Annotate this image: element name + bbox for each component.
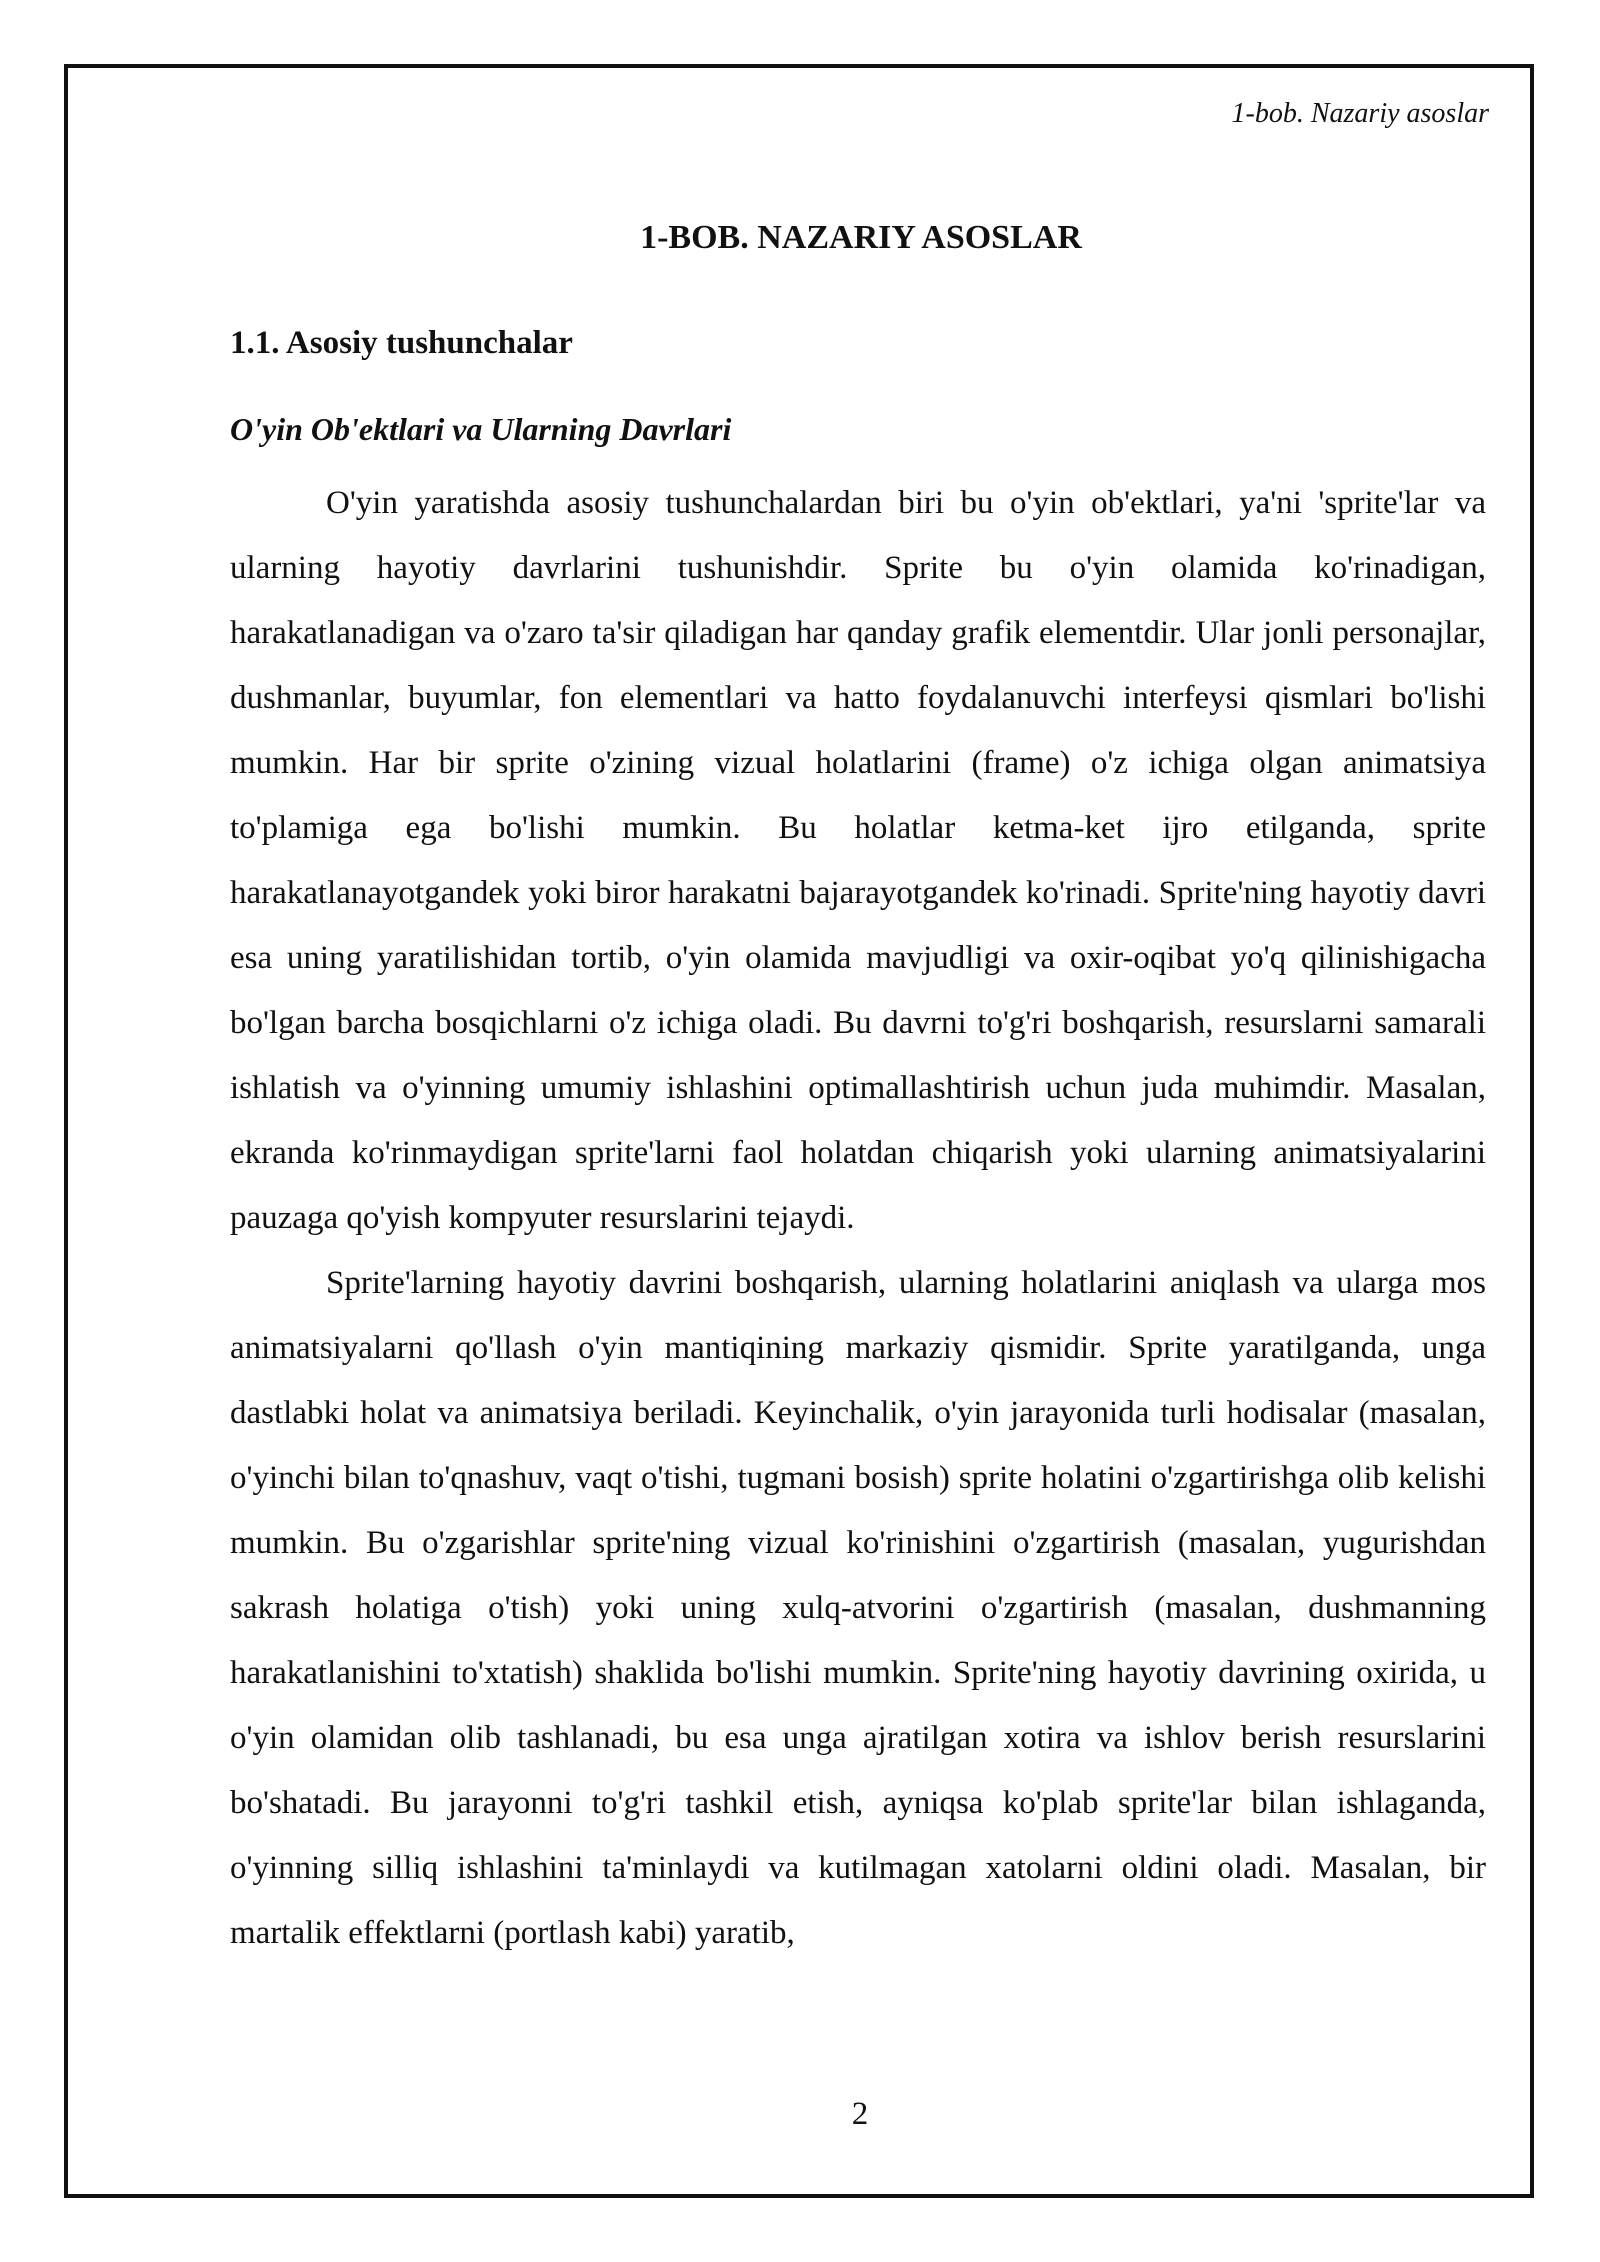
body-paragraph-2: Sprite'larning hayotiy davrini boshqarish, ularning holatlarini aniqlash va ularga mos animatsiyalarni qo'llash o'yin mantiqining markaziy qismidir. Sprite yaratilganda, unga dastlabki holat va animatsiya beriladi. Keyinchalik, o'yin jarayonida turli hodisalar (masalan, o'yinchi bilan to'qnashuv, vaqt o'tishi, tugmani bosish) sprite holatini o'zgartirishga olib kelishi mumkin. Bu o'zgarishlar sprite'ning vizual ko'rinishini o'zgartirish (masalan, yugurishdan sakrash holatiga o'tish) yoki uning xulq-atvorini o'zgartirish (masalan, dushmanning harakatlanishini to'xtatish) shaklida bo'lishi mumkin. Sprite'ning hayotiy davrining oxirida, u o'yin olamidan olib tashlanadi, bu esa unga ajratilgan xotira va ishlov berish resurslarini bo'shatadi. Bu jarayonni to'g'ri tashkil etish, ayniqsa ko'plab sprite'lar bilan ishlaganda, o'yinning silliq ishlashini ta'minlaydi va kutilmagan xatolarni oldini oladi. Masalan, bir martalik effektlarni (portlash kabi) yaratib, [230,1265,1486,1951]
page-number: 2 [851,2096,869,2132]
page-content [230,212,1486,1966]
subsection-title: O'yin Ob'ektlari va Ularning Davrlari [230,411,732,447]
body-paragraph-1: O'yin yaratishda asosiy tushunchalardan biri bu o'yin ob'ektlari, ya'ni 'sprite'lar va ularning hayotiy davrlarini tushunishdir. Sprite bu o'yin olamida ko'rinadigan, harakatlanadigan va o'zaro ta'sir qiladigan har qanday grafik elementdir. Ular jonli personajlar, dushmanlar, buyumlar, fon elementlari va hatto foydalanuvchi interfeysi qismlari bo'lishi mumkin. Har bir sprite o'zining vizual holatlarini (frame) o'z ichiga olgan animatsiya to'plamiga ega bo'lishi mumkin. Bu holatlar ketma-ket ijro etilganda, sprite harakatlanayotgandek yoki biror harakatni bajarayotgandek ko'rinadi. Sprite'ning hayotiy davri esa uning yaratilishidan tortib, o'yin olamida mavjudligi va oxir-oqibat yo'q qilinishigacha bo'lgan barcha bosqichlarni o'z ichiga oladi. Bu davrni to'g'ri boshqarish, resurslarni samarali ishlatish va o'yinning umumiy ishlashini optimallashtirish uchun juda muhimdir. Masalan, ekranda ko'rinmaydigan sprite'larni faol holatdan chiqarish yoki ularning animatsiyalarini pauzaga qo'yish kompyuter resurslarini tejaydi. [230,485,1486,1236]
section-title: 1.1. Asosiy tushunchalar [230,325,573,361]
running-header: 1-bob. Nazariy asoslar [1231,98,1489,129]
chapter-title: 1-BOB. NAZARIY ASOSLAR [640,219,1082,256]
